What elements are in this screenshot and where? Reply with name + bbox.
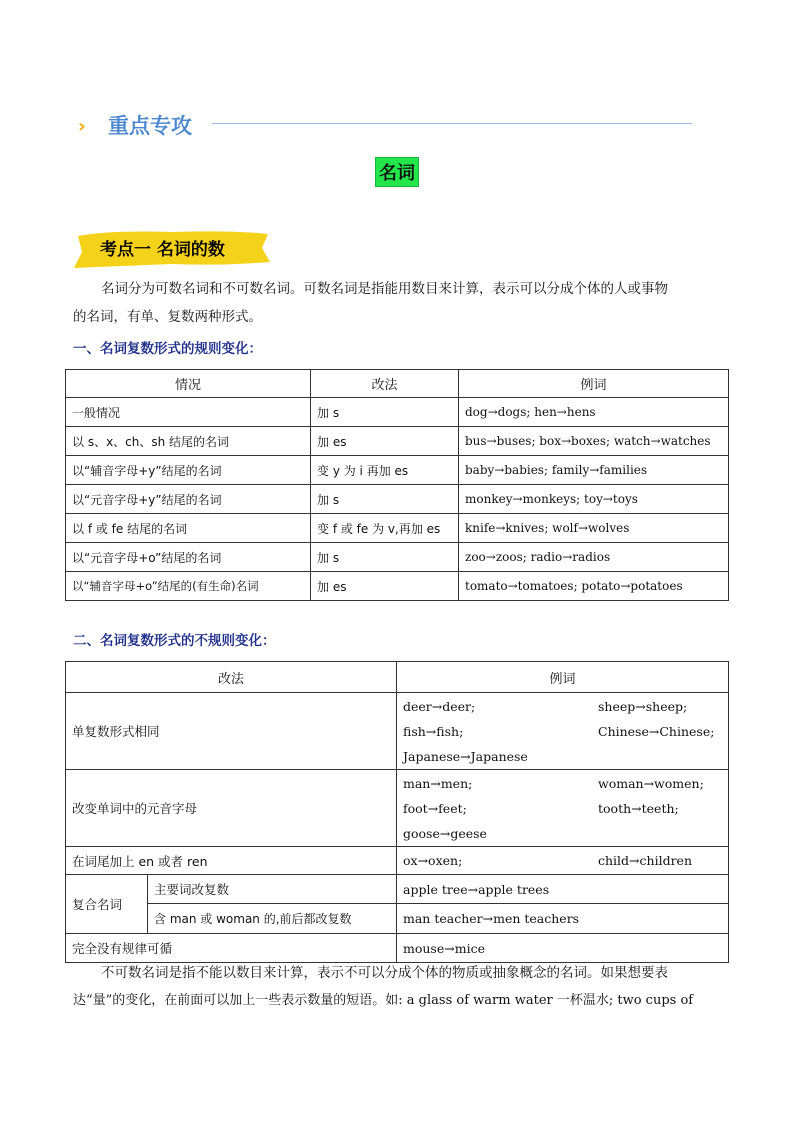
example-text: foot→feet; [403, 800, 467, 816]
method-cell: 加 es [311, 572, 459, 601]
example-text: sheep→sheep; [598, 698, 688, 714]
table-row [66, 572, 729, 601]
example-text [598, 824, 722, 843]
method-cell: 加 s [311, 485, 459, 514]
compound-noun-cell: 复合名词 [66, 875, 148, 934]
examples-cell: dog→dogs; hen→hens [459, 398, 729, 427]
table-row [66, 427, 729, 456]
examples-cell: baby→babies; family→families [459, 456, 729, 485]
example-text: goose→geese [403, 825, 487, 841]
situation-cell: 以 s、x、ch、sh 结尾的名词 [66, 427, 311, 456]
document-title: 名词 [375, 157, 419, 187]
situation-cell: 以“辅音字母+o”结尾的(有生命)名词 [66, 572, 311, 601]
heading-irregular [73, 629, 276, 649]
heading-regular-prefix: 一、名词复数形式的 [73, 341, 195, 357]
topic-banner [72, 226, 272, 270]
table-row [66, 514, 729, 543]
heading-irregular-highlight: 不规则变化 [194, 633, 262, 649]
header-method: 改法 [311, 370, 459, 398]
irregular-plural-table [65, 661, 729, 963]
heading-regular-suffix: ： [248, 341, 262, 357]
method-cell: 在词尾加上 en 或者 ren [66, 847, 397, 875]
example-text: deer→deer; [403, 698, 476, 714]
example-text: fish→fish; [403, 723, 464, 739]
header-examples: 例词 [397, 662, 729, 693]
examples-cell [397, 847, 729, 875]
table-row [66, 904, 729, 934]
table-row [66, 693, 729, 770]
table-header-row [66, 370, 729, 398]
table-row [66, 875, 729, 904]
examples-cell: mouse→mice [397, 934, 729, 963]
section-title: 重点专攻 [108, 114, 192, 138]
intro-line-2: 的名词，有单、复数两种形式。 [73, 309, 262, 325]
table-row [66, 847, 729, 875]
examples-cell [397, 693, 729, 770]
table-row [66, 543, 729, 572]
situation-cell: 以“元音字母+o”结尾的名词 [66, 543, 311, 572]
situation-cell: 以“辅音字母+y”结尾的名词 [66, 456, 311, 485]
header-method: 改法 [66, 662, 397, 693]
method-cell: 含 man 或 woman 的,前后都改复数 [148, 904, 397, 934]
method-cell: 加 es [311, 427, 459, 456]
situation-cell: 以“元音字母+y”结尾的名词 [66, 485, 311, 514]
table-row [66, 770, 729, 847]
method-cell: 主要词改复数 [148, 875, 397, 904]
section-divider [212, 123, 692, 124]
example-text [598, 747, 722, 766]
method-cell: 完全没有规律可循 [66, 934, 397, 963]
method-cell: 加 s [311, 543, 459, 572]
examples-cell: zoo→zoos; radio→radios [459, 543, 729, 572]
examples-cell: knife→knives; wolf→wolves [459, 514, 729, 543]
heading-regular-highlight: 规则变化 [194, 341, 249, 357]
heading-irregular-prefix: 二、名词复数形式的 [73, 633, 195, 649]
table-row [66, 485, 729, 514]
header-situation: 情况 [66, 370, 311, 398]
heading-irregular-suffix: ： [262, 633, 276, 649]
examples-cell: apple tree→apple trees [397, 875, 729, 904]
intro-line-1: 名词分为可数名词和不可数名词。可数名词是指能用数目来计算，表示可以分成个体的人或事物 [101, 281, 668, 297]
topic-label: 考点一 名词的数 [100, 240, 225, 260]
regular-plural-table [65, 369, 729, 601]
method-cell: 改变单词中的元音字母 [66, 770, 397, 847]
table-row [66, 456, 729, 485]
method-cell: 单复数形式相同 [66, 693, 397, 770]
outro-line-2: 达“量”的变化，在前面可以加上一些表示数量的短语。如: a glass of warm water 一杯温水; two cups of [73, 993, 694, 1008]
example-text: Japanese→Japanese [403, 748, 528, 764]
situation-cell: 一般情况 [66, 398, 311, 427]
examples-cell: man teacher→men teachers [397, 904, 729, 934]
table-row [66, 934, 729, 963]
table-header-row [66, 662, 729, 693]
examples-cell: tomato→tomatoes; potato→potatoes [459, 572, 729, 601]
examples-cell [397, 770, 729, 847]
table-row [66, 398, 729, 427]
outro-line-1: 不可数名词是指不能以数目来计算，表示不可以分成个体的物质或抽象概念的名词。如果想要表 [101, 965, 668, 981]
method-cell: 变 y 为 i 再加 es [311, 456, 459, 485]
example-text: woman→women; [598, 775, 704, 791]
example-text: child→children [598, 853, 692, 868]
example-text: Chinese→Chinese; [598, 723, 715, 739]
example-text: tooth→teeth; [598, 800, 679, 816]
header-examples: 例词 [459, 370, 729, 398]
section-header [78, 110, 698, 140]
example-text: man→men; [403, 775, 473, 791]
double-chevron-icon: ›› [78, 116, 79, 137]
situation-cell: 以 f 或 fe 结尾的名词 [66, 514, 311, 543]
examples-cell: bus→buses; box→boxes; watch→watches [459, 427, 729, 456]
examples-cell: monkey→monkeys; toy→toys [459, 485, 729, 514]
method-cell: 加 s [311, 398, 459, 427]
method-cell: 变 f 或 fe 为 v,再加 es [311, 514, 459, 543]
example-text: ox→oxen; [403, 853, 463, 868]
heading-regular [73, 337, 262, 357]
